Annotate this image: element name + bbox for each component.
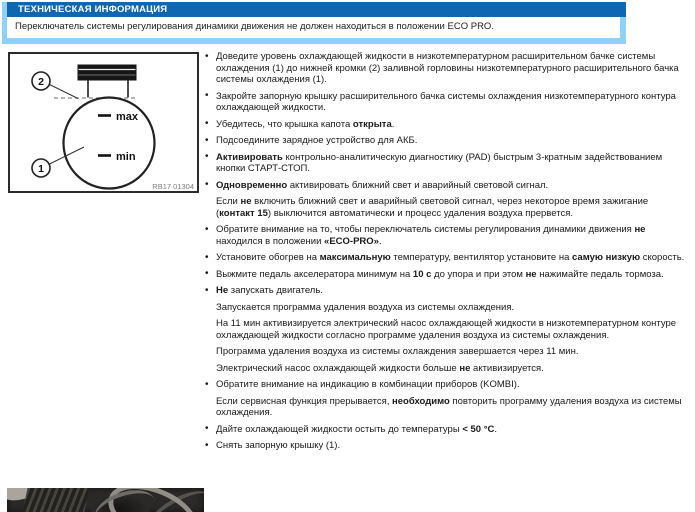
instruction-paragraph (203, 346, 688, 358)
instruction-text: Запускается программа удаления воздуха из системы охлаждения. (216, 301, 515, 313)
instruction-bullet-item (203, 440, 688, 452)
instruction-bullet-item (203, 379, 688, 391)
notice-title: ТЕХНИЧЕСКАЯ ИНФОРМАЦИЯ (7, 2, 626, 17)
instruction-text: Обратите внимание на то, чтобы переключатель системы регулирования динамики движения не находился в положении «ECO-PRO». (216, 224, 646, 247)
min-label: min (116, 151, 136, 163)
instruction-paragraph (203, 363, 688, 375)
expansion-tank-diagram (8, 52, 199, 193)
bullet-marker: • (205, 50, 209, 62)
instruction-text: Выжмите педаль акселератора минимум на 10 с до упора и при этом не нажимайте педаль тормоза. (216, 268, 664, 280)
instruction-bullet-item (203, 152, 688, 175)
tank-drawing (8, 52, 199, 193)
technical-information-notice (2, 2, 626, 44)
bullet-marker: • (205, 179, 209, 190)
instruction-text: Доведите уровень охлаждающей жидкости в низкотемпературном расширительном бачке системы охлаждения (1) до нижней кромки (2) заливной горловины низкотемпературного расширительного бачка системы охлаждения (1). (216, 51, 679, 85)
engine-bay-photo (7, 488, 204, 512)
bullet-marker: • (205, 268, 209, 279)
bullet-marker: • (205, 439, 209, 451)
instruction-list (203, 51, 688, 457)
instruction-text: Установите обогрев на максимальную температуру, вентилятор установите на самую низкую скорость. (216, 252, 685, 263)
instruction-text: На 11 мин активизируется электрический насос охлаждающей жидкости в низкотемпературном контуре охлаждающей жидкости согласно программе удаления воздуха из системы охлаждения. (216, 318, 677, 341)
bullet-marker: • (205, 223, 209, 235)
bullet-marker: • (205, 378, 209, 390)
bullet-marker: • (205, 134, 209, 146)
photo-ribbed-cover (22, 488, 89, 512)
instruction-text: Электрический насос охлаждающей жидкости больше не активизируется. (216, 362, 544, 374)
instruction-text: Одновременно активировать ближний свет и аварийный световой сигнал. (216, 179, 549, 191)
instruction-text: Подсоедините зарядное устройство для АКБ. (216, 135, 418, 146)
instruction-bullet-item (203, 180, 688, 192)
figure-code: RB17 01304 (152, 182, 194, 191)
instruction-text: Закройте запорную крышку расширительного бачка системы охлаждения низкотемпературного контура охлаждающей жидкости. (216, 90, 676, 113)
callout-1-number: 1 (38, 163, 44, 175)
instruction-text: Убедитесь, что крышка капота открыта. (216, 118, 395, 130)
instruction-text: Если сервисная функция прерывается, необходимо повторить программу удаления воздуха из системы охлаждения. (216, 395, 682, 418)
notice-text: Переключатель системы регулирования динамики движения не должен находиться в положении ECO PRO. (7, 17, 620, 38)
bullet-marker: • (205, 284, 209, 296)
instruction-paragraph (203, 396, 688, 419)
instruction-text: Обратите внимание на индикацию в комбинации приборов (KOMBI). (216, 379, 520, 390)
instruction-text: Если не включить ближний свет и аварийный световой сигнал, через некоторое время зажигание (контакт 15) выключится автоматически и процесс удаления воздуха прервется. (216, 196, 649, 219)
instruction-bullet-item (203, 91, 688, 114)
callout-2-number: 2 (38, 76, 44, 88)
bullet-marker: • (205, 90, 209, 101)
instruction-paragraph (203, 302, 688, 314)
bullet-marker: • (205, 423, 209, 434)
instruction-bullet-item (203, 424, 688, 436)
sealing-cap-icon (78, 65, 136, 80)
instruction-bullet-item (203, 135, 688, 147)
bullet-marker: • (205, 118, 209, 129)
bullet-marker: • (205, 151, 209, 162)
instruction-paragraph (203, 318, 688, 341)
instruction-bullet-item (203, 285, 688, 297)
instruction-text: Снять запорную крышку (1). (216, 440, 341, 451)
instruction-bullet-item (203, 252, 688, 264)
instruction-text: Программа удаления воздуха из системы охлаждения завершается через 11 мин. (216, 346, 579, 357)
instruction-text: Не запускать двигатель. (216, 285, 323, 296)
bullet-marker: • (205, 251, 209, 263)
instruction-bullet-item (203, 269, 688, 281)
instruction-text: Дайте охлаждающей жидкости остыть до температуры < 50 °C. (216, 423, 498, 435)
instruction-bullet-item (203, 51, 688, 86)
instruction-bullet-item (203, 224, 688, 247)
instruction-text: Активировать контрольно-аналитическую диагностику (PAD) быстрым 3-кратным задействованием кнопки СТАРТ-СТОП. (216, 151, 663, 174)
instruction-paragraph (203, 196, 688, 219)
instruction-bullet-item (203, 119, 688, 131)
max-label: max (116, 111, 139, 123)
